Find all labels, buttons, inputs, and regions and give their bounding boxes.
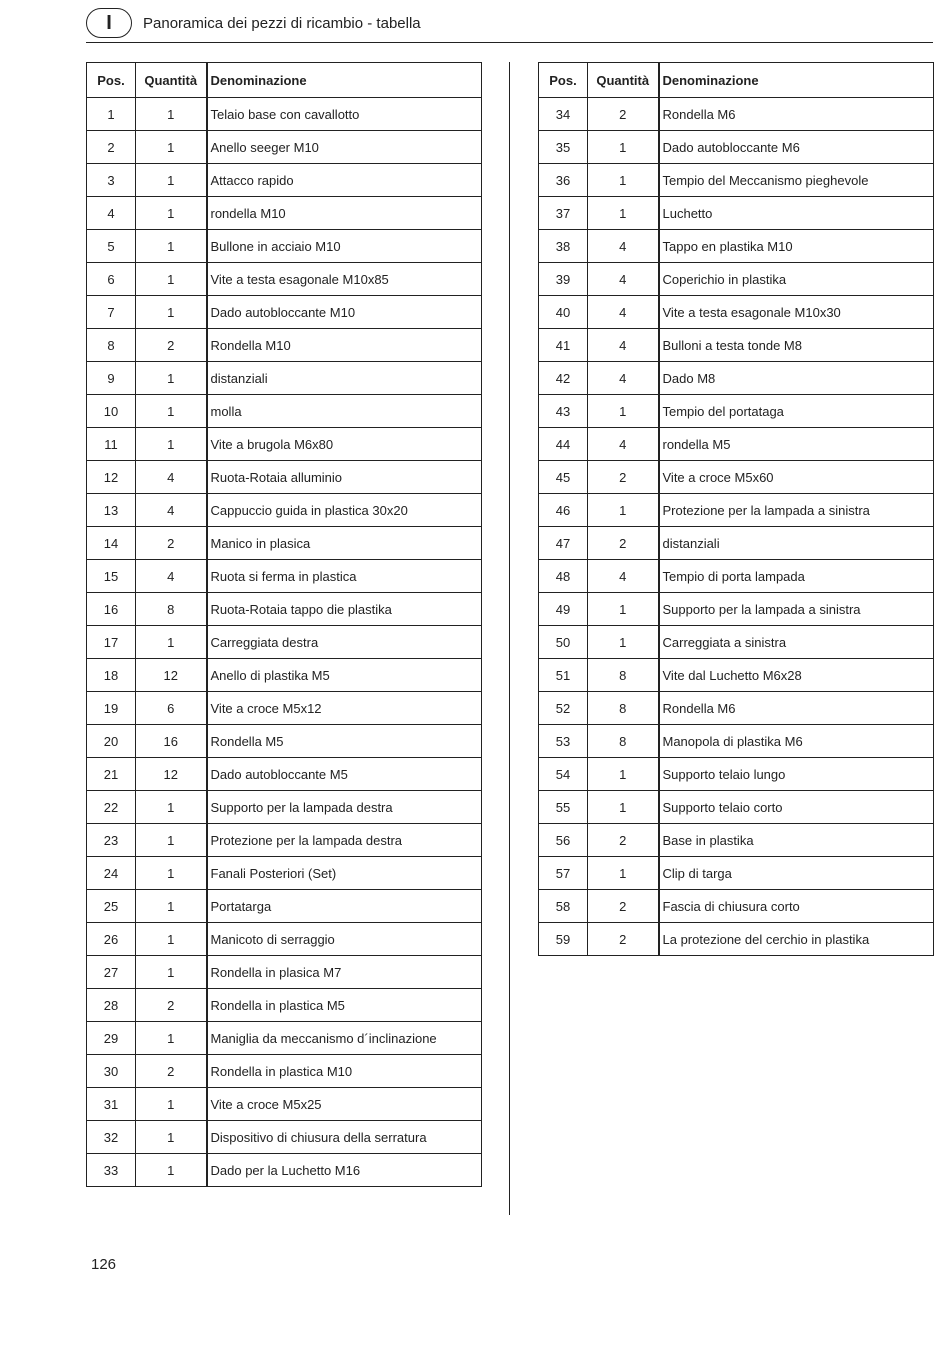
cell-pos: 51 — [539, 659, 588, 692]
cell-pos: 49 — [539, 593, 588, 626]
table-row — [87, 857, 482, 890]
table-row — [87, 395, 482, 428]
table-row — [87, 659, 482, 692]
cell-name: Dado autobloccante M5 — [207, 758, 482, 791]
table-header-row — [87, 63, 482, 98]
table-row — [87, 626, 482, 659]
cell-qty: 1 — [136, 890, 207, 923]
cell-name: Telaio base con cavallotto — [207, 98, 482, 131]
cell-pos: 12 — [87, 461, 136, 494]
table-row — [539, 263, 934, 296]
cell-name: Rondella in plastica M5 — [207, 989, 482, 1022]
cell-name: Cappuccio guida in plastica 30x20 — [207, 494, 482, 527]
cell-name: Supporto per la lampada destra — [207, 791, 482, 824]
cell-pos: 45 — [539, 461, 588, 494]
column-header-qty: Quantità — [136, 63, 207, 98]
cell-name: Dado autobloccante M10 — [207, 296, 482, 329]
cell-pos: 47 — [539, 527, 588, 560]
cell-name: Protezione per la lampada destra — [207, 824, 482, 857]
cell-qty: 1 — [136, 791, 207, 824]
cell-name: Dado per la Luchetto M16 — [207, 1154, 482, 1187]
cell-name: Vite a testa esagonale M10x30 — [659, 296, 934, 329]
cell-name: Vite dal Luchetto M6x28 — [659, 659, 934, 692]
cell-name: Tempio di porta lampada — [659, 560, 934, 593]
cell-name: Supporto telaio lungo — [659, 758, 934, 791]
cell-qty: 8 — [588, 692, 659, 725]
table-row — [539, 725, 934, 758]
cell-pos: 54 — [539, 758, 588, 791]
cell-name: Manopola di plastika M6 — [659, 725, 934, 758]
table-row — [539, 494, 934, 527]
cell-qty: 1 — [136, 923, 207, 956]
cell-name: Rondella M6 — [659, 98, 934, 131]
table-row — [539, 230, 934, 263]
cell-qty: 1 — [588, 626, 659, 659]
table-row — [87, 593, 482, 626]
cell-qty: 1 — [136, 824, 207, 857]
cell-pos: 17 — [87, 626, 136, 659]
cell-name: Vite a croce M5x25 — [207, 1088, 482, 1121]
table-row — [539, 197, 934, 230]
table-row — [87, 989, 482, 1022]
page-number: 126 — [91, 1256, 117, 1273]
cell-qty: 2 — [136, 1055, 207, 1088]
table-row — [87, 923, 482, 956]
cell-qty: 2 — [588, 824, 659, 857]
cell-qty: 1 — [588, 791, 659, 824]
column-header-pos: Pos. — [87, 63, 136, 98]
cell-name: Tempio del Meccanismo pieghevole — [659, 164, 934, 197]
cell-pos: 32 — [87, 1121, 136, 1154]
cell-name: Manico in plasica — [207, 527, 482, 560]
table-row — [539, 923, 934, 956]
cell-qty: 1 — [136, 1121, 207, 1154]
cell-qty: 1 — [136, 395, 207, 428]
page-title: Panoramica dei pezzi di ricambio - tabella — [143, 15, 421, 32]
table-row — [87, 494, 482, 527]
cell-qty: 16 — [136, 725, 207, 758]
cell-pos: 31 — [87, 1088, 136, 1121]
cell-qty: 1 — [136, 263, 207, 296]
cell-name: Ruota si ferma in plastica — [207, 560, 482, 593]
table-row — [87, 527, 482, 560]
cell-name: Rondella M6 — [659, 692, 934, 725]
cell-qty: 1 — [588, 857, 659, 890]
column-header-pos: Pos. — [539, 63, 588, 98]
cell-pos: 36 — [539, 164, 588, 197]
column-divider — [509, 62, 510, 1215]
table-row — [87, 956, 482, 989]
cell-pos: 35 — [539, 131, 588, 164]
cell-pos: 59 — [539, 923, 588, 956]
cell-qty: 1 — [588, 758, 659, 791]
cell-qty: 1 — [136, 626, 207, 659]
table-row — [539, 362, 934, 395]
cell-qty: 1 — [136, 296, 207, 329]
cell-pos: 2 — [87, 131, 136, 164]
table-row — [539, 824, 934, 857]
cell-qty: 1 — [588, 593, 659, 626]
cell-name: Rondella M5 — [207, 725, 482, 758]
cell-pos: 33 — [87, 1154, 136, 1187]
table-row — [539, 857, 934, 890]
cell-qty: 8 — [136, 593, 207, 626]
cell-pos: 26 — [87, 923, 136, 956]
cell-name: Rondella M10 — [207, 329, 482, 362]
cell-pos: 8 — [87, 329, 136, 362]
cell-pos: 39 — [539, 263, 588, 296]
table-row — [539, 296, 934, 329]
cell-pos: 58 — [539, 890, 588, 923]
cell-qty: 8 — [588, 659, 659, 692]
cell-qty: 4 — [136, 560, 207, 593]
table-row — [87, 428, 482, 461]
table-row — [87, 1121, 482, 1154]
cell-name: Coperichio in plastika — [659, 263, 934, 296]
cell-name: Tempio del portataga — [659, 395, 934, 428]
cell-qty: 4 — [588, 263, 659, 296]
cell-qty: 1 — [136, 131, 207, 164]
cell-pos: 25 — [87, 890, 136, 923]
cell-name: La protezione del cerchio in plastika — [659, 923, 934, 956]
table-row — [87, 890, 482, 923]
table-row — [539, 593, 934, 626]
cell-pos: 44 — [539, 428, 588, 461]
column-header-name: Denominazione — [207, 63, 482, 98]
table-row — [539, 560, 934, 593]
table-row — [87, 164, 482, 197]
table-row — [539, 131, 934, 164]
cell-pos: 22 — [87, 791, 136, 824]
cell-pos: 27 — [87, 956, 136, 989]
cell-qty: 1 — [136, 362, 207, 395]
cell-qty: 1 — [588, 395, 659, 428]
cell-name: Rondella in plastica M10 — [207, 1055, 482, 1088]
cell-pos: 15 — [87, 560, 136, 593]
table-row — [87, 329, 482, 362]
page-header — [86, 6, 933, 43]
cell-name: Supporto per la lampada a sinistra — [659, 593, 934, 626]
cell-qty: 8 — [588, 725, 659, 758]
cell-pos: 50 — [539, 626, 588, 659]
table-row — [87, 1088, 482, 1121]
cell-pos: 56 — [539, 824, 588, 857]
table-row — [539, 626, 934, 659]
cell-name: Anello di plastika M5 — [207, 659, 482, 692]
cell-pos: 57 — [539, 857, 588, 890]
cell-qty: 1 — [136, 857, 207, 890]
cell-qty: 2 — [136, 989, 207, 1022]
cell-qty: 1 — [588, 131, 659, 164]
cell-pos: 53 — [539, 725, 588, 758]
cell-name: Anello seeger M10 — [207, 131, 482, 164]
cell-qty: 1 — [136, 197, 207, 230]
cell-qty: 2 — [588, 461, 659, 494]
table-header-row — [539, 63, 934, 98]
table-row — [539, 428, 934, 461]
table-row — [539, 461, 934, 494]
cell-qty: 1 — [136, 1022, 207, 1055]
table-row — [87, 824, 482, 857]
cell-name: rondella M5 — [659, 428, 934, 461]
cell-pos: 13 — [87, 494, 136, 527]
cell-name: Rondella in plasica M7 — [207, 956, 482, 989]
table-row — [539, 791, 934, 824]
table-row — [87, 296, 482, 329]
cell-pos: 41 — [539, 329, 588, 362]
cell-qty: 4 — [588, 428, 659, 461]
cell-name: Clip di targa — [659, 857, 934, 890]
cell-qty: 12 — [136, 758, 207, 791]
parts-table-right — [538, 62, 934, 956]
cell-qty: 2 — [588, 527, 659, 560]
cell-name: Luchetto — [659, 197, 934, 230]
cell-pos: 43 — [539, 395, 588, 428]
cell-qty: 1 — [136, 230, 207, 263]
cell-name: Dispositivo di chiusura della serratura — [207, 1121, 482, 1154]
cell-qty: 1 — [136, 956, 207, 989]
table-row — [87, 1055, 482, 1088]
cell-qty: 2 — [588, 923, 659, 956]
cell-pos: 6 — [87, 263, 136, 296]
cell-pos: 7 — [87, 296, 136, 329]
cell-name: Base in plastika — [659, 824, 934, 857]
cell-pos: 24 — [87, 857, 136, 890]
cell-qty: 1 — [136, 1154, 207, 1187]
cell-name: Vite a testa esagonale M10x85 — [207, 263, 482, 296]
cell-pos: 9 — [87, 362, 136, 395]
cell-name: Portatarga — [207, 890, 482, 923]
table-row — [87, 362, 482, 395]
cell-pos: 29 — [87, 1022, 136, 1055]
cell-qty: 4 — [588, 362, 659, 395]
cell-qty: 1 — [588, 164, 659, 197]
cell-name: Ruota-Rotaia alluminio — [207, 461, 482, 494]
table-row — [87, 131, 482, 164]
cell-pos: 20 — [87, 725, 136, 758]
cell-qty: 4 — [588, 560, 659, 593]
cell-pos: 16 — [87, 593, 136, 626]
table-row — [87, 758, 482, 791]
cell-pos: 42 — [539, 362, 588, 395]
cell-qty: 2 — [588, 890, 659, 923]
cell-pos: 5 — [87, 230, 136, 263]
table-row — [87, 98, 482, 131]
column-header-name: Denominazione — [659, 63, 934, 98]
cell-qty: 4 — [588, 329, 659, 362]
cell-name: Ruota-Rotaia tappo die plastika — [207, 593, 482, 626]
cell-name: rondella M10 — [207, 197, 482, 230]
cell-pos: 14 — [87, 527, 136, 560]
table-row — [539, 659, 934, 692]
table-row — [539, 692, 934, 725]
cell-pos: 46 — [539, 494, 588, 527]
cell-name: Bulloni a testa tonde M8 — [659, 329, 934, 362]
cell-qty: 4 — [136, 461, 207, 494]
cell-pos: 55 — [539, 791, 588, 824]
cell-pos: 23 — [87, 824, 136, 857]
cell-qty: 2 — [588, 98, 659, 131]
table-row — [539, 527, 934, 560]
cell-name: Vite a croce M5x60 — [659, 461, 934, 494]
cell-pos: 30 — [87, 1055, 136, 1088]
cell-qty: 12 — [136, 659, 207, 692]
table-row — [87, 230, 482, 263]
cell-qty: 4 — [588, 230, 659, 263]
cell-pos: 38 — [539, 230, 588, 263]
cell-name: Carreggiata a sinistra — [659, 626, 934, 659]
table-row — [87, 263, 482, 296]
cell-pos: 21 — [87, 758, 136, 791]
cell-pos: 40 — [539, 296, 588, 329]
cell-qty: 4 — [588, 296, 659, 329]
cell-name: Fascia di chiusura corto — [659, 890, 934, 923]
cell-qty: 1 — [136, 98, 207, 131]
cell-pos: 52 — [539, 692, 588, 725]
cell-name: Tappo en plastika M10 — [659, 230, 934, 263]
parts-table-left — [86, 62, 482, 1187]
cell-qty: 2 — [136, 527, 207, 560]
column-header-qty: Quantità — [588, 63, 659, 98]
table-row — [539, 164, 934, 197]
cell-name: Fanali Posteriori (Set) — [207, 857, 482, 890]
table-row — [87, 692, 482, 725]
cell-name: Vite a brugola M6x80 — [207, 428, 482, 461]
cell-pos: 37 — [539, 197, 588, 230]
cell-pos: 19 — [87, 692, 136, 725]
cell-name: Dado autobloccante M6 — [659, 131, 934, 164]
cell-pos: 11 — [87, 428, 136, 461]
cell-pos: 48 — [539, 560, 588, 593]
language-badge: I — [86, 8, 132, 38]
cell-name: Supporto telaio corto — [659, 791, 934, 824]
cell-qty: 2 — [136, 329, 207, 362]
cell-pos: 4 — [87, 197, 136, 230]
cell-name: Manicoto di serraggio — [207, 923, 482, 956]
cell-name: molla — [207, 395, 482, 428]
cell-pos: 18 — [87, 659, 136, 692]
table-row — [539, 758, 934, 791]
table-row — [539, 395, 934, 428]
table-row — [87, 1022, 482, 1055]
cell-pos: 34 — [539, 98, 588, 131]
cell-qty: 1 — [588, 197, 659, 230]
cell-pos: 1 — [87, 98, 136, 131]
cell-pos: 28 — [87, 989, 136, 1022]
table-row — [87, 791, 482, 824]
cell-name: Bullone in acciaio M10 — [207, 230, 482, 263]
cell-pos: 10 — [87, 395, 136, 428]
table-row — [539, 329, 934, 362]
cell-name: distanziali — [207, 362, 482, 395]
cell-qty: 6 — [136, 692, 207, 725]
cell-qty: 1 — [136, 428, 207, 461]
cell-name: Attacco rapido — [207, 164, 482, 197]
cell-name: distanziali — [659, 527, 934, 560]
table-row — [539, 98, 934, 131]
cell-qty: 1 — [136, 164, 207, 197]
cell-name: Maniglia da meccanismo d´inclinazione — [207, 1022, 482, 1055]
cell-qty: 1 — [136, 1088, 207, 1121]
cell-name: Dado M8 — [659, 362, 934, 395]
table-row — [87, 725, 482, 758]
cell-name: Vite a croce M5x12 — [207, 692, 482, 725]
table-row — [87, 461, 482, 494]
cell-name: Carreggiata destra — [207, 626, 482, 659]
cell-pos: 3 — [87, 164, 136, 197]
table-row — [87, 197, 482, 230]
table-row — [87, 1154, 482, 1187]
cell-name: Protezione per la lampada a sinistra — [659, 494, 934, 527]
table-row — [87, 560, 482, 593]
cell-qty: 1 — [588, 494, 659, 527]
cell-qty: 4 — [136, 494, 207, 527]
table-row — [539, 890, 934, 923]
